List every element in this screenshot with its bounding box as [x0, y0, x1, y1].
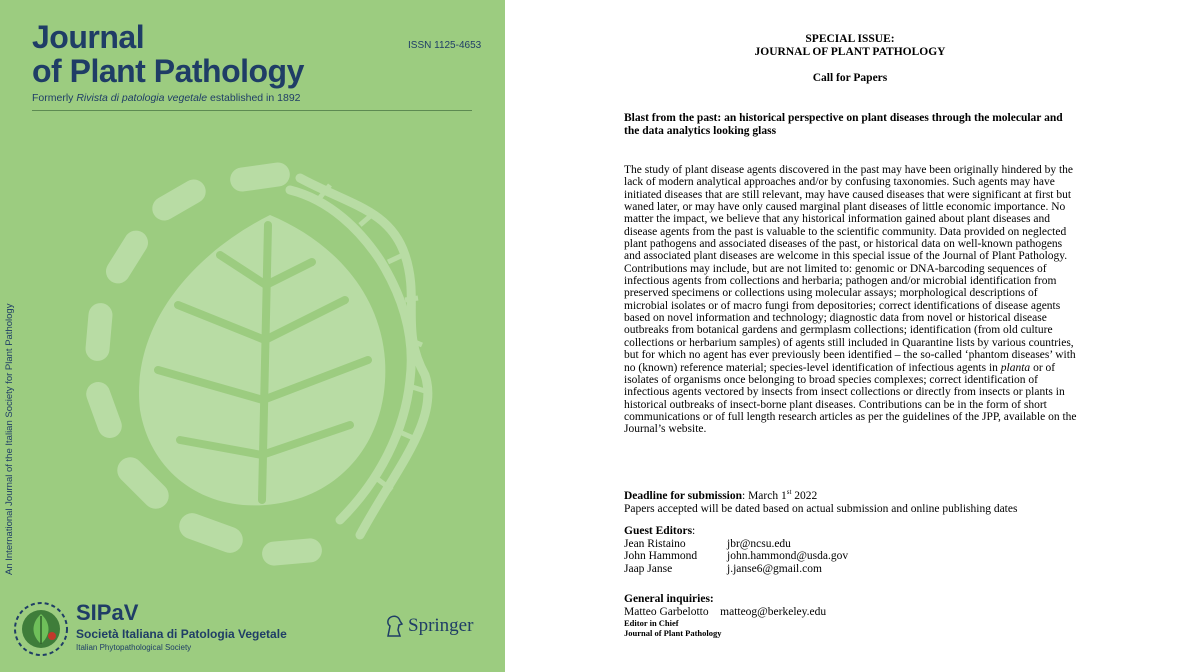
- deadline-label: Deadline for submission: [624, 489, 743, 502]
- journal-cover: [0, 0, 505, 672]
- sipav-logo-icon: [12, 600, 70, 658]
- deadline-section: Deadline for submission: March 1st 2022 Papers accepted will be dated based on actual submission and online publishing dates: [624, 486, 1079, 516]
- cover-divider: [32, 110, 472, 111]
- inquiries-label: General inquiries:: [624, 593, 714, 605]
- editor-email[interactable]: jbr@ncsu.edu: [727, 537, 791, 550]
- role-line2: Journal of Plant Pathology: [624, 628, 722, 639]
- springer-label: Springer: [408, 615, 474, 636]
- sipav-english-name: Italian Phytopathological Society: [76, 643, 192, 652]
- editors-label: Guest Editors: [624, 525, 693, 537]
- call-for-papers: Call for Papers: [812, 72, 888, 84]
- editor-row: Jean Ristaino jbr@ncsu.edu: [624, 537, 791, 550]
- editor-row: John Hammond john.hammond@usda.gov: [624, 550, 849, 563]
- sipav-full-name: Società Italiana di Patologia Vegetale: [76, 627, 287, 641]
- body-paragraph: The study of plant disease agents discovered in the past may have been originally hindered by the lack of modern analytical approaches and/or by confusing taxonomies. Such agents may have initiated diseases that are still relevant, may have caused diseases that were significant at first but waned later, or may have only caused marginal plant diseases of little economic importance. No matter the impact, we believe that any historical information gained about plant diseases and disease agents from the past is valuable to the scientific community. Data provided on neglected plant pathogens and associated diseases of the past, or historical data on well-known pathogens and associated plant diseases are welcome in this special issue of the Journal of Plant Pathology. Contributions may include, but are not limited to: genomic or DNA-barcoding sequences of infectious agents from collections and herbaria; pathogen and/or microbial identification from preserved specimens or collections using molecular assays; morphological descriptions of microbial isolates or of macro fungi from depositories; correct identifications of disease agents based on novel information and technology; diagnostic data from novel or historical disease outbreaks from botanical gardens and germplasm collections; identification (from old culture collections or herbarium samples) of agents still included in Quarantine lists by various countries, but for which no agent has ever previously been identified – the so-called ‘phantom diseases’ with no (known) reference material; species-level identification of infectious agents in planta or of isolates of organisms once belonging to broad species complexes; correct identification of infectious agents vectored by insects from insect collections or directly from insects or plants in historical outbreaks of insect-borne plant diseases. Contributions can be in the form of short communications or of full length research articles as per the guidelines of the JPP, available on the Journal’s website.: [624, 164, 1077, 436]
- issn: ISSN 1125-4653: [408, 40, 482, 51]
- header-line1: SPECIAL ISSUE:: [805, 33, 895, 45]
- role-line1: Editor in Chief: [624, 618, 679, 629]
- header-line2: JOURNAL OF PLANT PATHOLOGY: [754, 46, 946, 58]
- deadline-note: Papers accepted will be dated based on actual submission and online publishing dates: [624, 502, 1018, 515]
- sipav-name: SIPaV: [76, 600, 139, 625]
- doc-header: [624, 33, 1076, 59]
- editor-row: Jaap Janse j.janse6@gmail.com: [624, 562, 822, 575]
- editor-email[interactable]: j.janse6@gmail.com: [727, 562, 822, 575]
- guest-editors: Guest Editors: Jean Ristaino jbr@ncsu.edu John Hammond john.hammond@usda.gov Jaap Janse j.janse6@gmail.com: [624, 525, 1079, 575]
- general-inquiries: [624, 593, 1079, 638]
- inquiries-name: Matteo Garbelotto: [624, 605, 709, 618]
- special-issue-title: Blast from the past: an historical perspective on plant diseases through the molecular and the data analytics looking glass: [624, 112, 1063, 137]
- editor-email[interactable]: john.hammond@usda.gov: [727, 550, 849, 563]
- cover-title: [32, 20, 304, 88]
- cover-title-line2: of Plant Pathology: [32, 53, 304, 89]
- springer-horse-icon: [384, 614, 404, 638]
- springer-logo: [384, 614, 473, 638]
- formerly-note: Formerly Rivista di patologia vegetale established in 1892: [32, 92, 301, 104]
- cover-title-line1: Journal: [32, 19, 145, 55]
- cover-side-text: An International Journal of the Italian Society for Plant Pathology: [4, 303, 15, 575]
- inquiries-email[interactable]: matteog@berkeley.edu: [720, 605, 827, 618]
